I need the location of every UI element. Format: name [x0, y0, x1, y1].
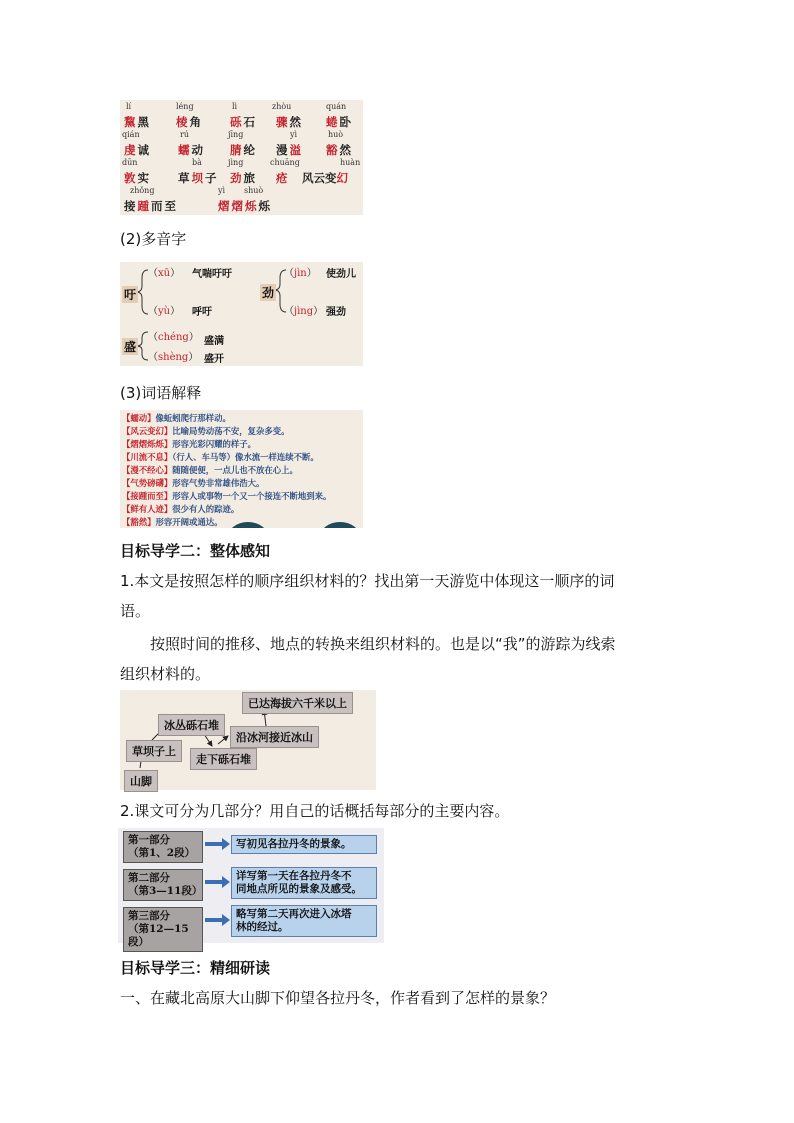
word: 接踵而至 [124, 199, 178, 213]
word: 风云变幻 [302, 171, 348, 185]
part-summary: 略写第二天再次进入冰塔 林的经过。 [231, 905, 377, 937]
polyphone-word: 强劲 [326, 307, 346, 318]
heading-vocabulary: (3)词语解释 [120, 384, 202, 402]
pinyin: shuò [244, 186, 264, 195]
question-text: 1.本文是按照怎样的顺序组织材料的？找出第一天游览中体现这一顺序的词 [120, 572, 615, 590]
pinyin: jìng [228, 158, 244, 167]
pinyin: chuāng [270, 158, 300, 167]
route-step: 冰丛砾石堆 [158, 714, 225, 736]
polyphone-char: 吁 [124, 288, 137, 302]
word: 虔诚 [124, 143, 151, 157]
section-title: 目标导学二：整体感知 [120, 542, 271, 560]
word: 骤然 [276, 115, 303, 129]
vocabulary-image [120, 410, 363, 528]
part-summary: 写初见各拉丹冬的景象。 [231, 835, 377, 854]
polyphone-image [120, 262, 363, 366]
pinyin: lí [126, 102, 132, 111]
pinyin: jīng [228, 130, 244, 139]
pinyin-vocabulary-image [120, 100, 363, 215]
polyphone-pinyin: （chéng） [148, 332, 199, 343]
word: 豁然 [326, 143, 353, 157]
route-step: 走下砾石堆 [190, 748, 257, 770]
pinyin: rú [180, 130, 189, 139]
polyphone-char: 劲 [262, 286, 275, 300]
vocab-line: 【接踵而至】形容人或事物一个又一个接连不断地到来。 [122, 491, 332, 501]
word: 蜷卧 [326, 115, 353, 129]
pinyin: yì [218, 186, 226, 195]
polyphone-char: 盛 [124, 340, 137, 354]
part-summary: 详写第一天在各拉丹冬不 同地点所见的景象及感受。 [231, 867, 377, 899]
part-label: 第三部分 （第12—15段） [123, 907, 203, 952]
pinyin: yì [290, 130, 298, 139]
vocab-line: 【风云变幻】比喻局势动荡不安，复杂多变。 [122, 426, 290, 436]
route-step: 已达海拔六千米以上 [242, 692, 353, 714]
polyphone-pinyin: （yù） [148, 306, 181, 317]
route-step: 山脚 [124, 770, 158, 792]
pinyin: qián [122, 130, 140, 139]
polyphone-pinyin: （jìng） [284, 306, 324, 317]
polyphone-word: 使劲儿 [326, 269, 356, 280]
polyphone-word: 盛满 [204, 336, 224, 347]
heading-polyphone: (2)多音字 [120, 230, 187, 248]
polyphone-word: 盛开 [204, 354, 224, 365]
word: 黧黑 [124, 115, 151, 129]
question-text: 2.课文可分为几部分？用自己的话概括每部分的主要内容。 [120, 802, 510, 820]
question-text: 语。 [120, 602, 151, 620]
word: 草坝子 [178, 171, 219, 185]
route-step: 草坝子上 [126, 740, 182, 762]
part-label: 第二部分 （第3—11段） [123, 869, 203, 901]
word: 劲旅 [230, 171, 257, 185]
question-text: 一、在藏北高原大山脚下仰望各拉丹冬，作者看到了怎样的景象？ [120, 989, 556, 1007]
word: 敦实 [124, 171, 151, 185]
polyphone-pinyin: （shèng） [148, 352, 199, 363]
vocab-line: 【熠熠烁烁】形容光彩闪耀的样子。 [122, 439, 256, 449]
pinyin: bà [192, 158, 202, 167]
answer-text: 组织材料的。 [120, 665, 211, 683]
vocab-line: 【鲜有人迹】很少有人的踪迹。 [122, 504, 240, 514]
word: 棱角 [176, 115, 203, 129]
vocab-line: 【漫不经心】随随便便，一点儿也不放在心上。 [122, 465, 298, 475]
word: 漫溢 [276, 143, 303, 157]
pinyin: zhòu [272, 102, 292, 111]
word: 蠕动 [178, 143, 205, 157]
answer-text: 按照时间的推移、地点的转换来组织材料的。也是以“我”的游踪为线索 [150, 635, 616, 653]
polyphone-word: 呼吁 [192, 307, 212, 318]
section-title: 目标导学三：精细研读 [120, 959, 271, 977]
pinyin: léng [176, 102, 194, 111]
vocab-line: 【气势磅礴】形容气势非常雄伟浩大。 [122, 478, 265, 488]
vocab-line: 【豁然】形容开阔或通达。 [122, 517, 223, 527]
pinyin: huàn [340, 158, 361, 167]
pinyin: quán [326, 102, 347, 111]
route-diagram [120, 690, 376, 790]
vocab-line: 【川流不息】（行人、车马等）像水流一样连续不断。 [122, 452, 319, 462]
parts-diagram [118, 828, 384, 948]
polyphone-pinyin: （xū） [148, 268, 181, 279]
vocab-line: 【蠕动】像蚯蚓爬行那样动。 [122, 413, 231, 423]
polyphone-word: 气喘吁吁 [192, 269, 232, 280]
pinyin: lì [232, 102, 238, 111]
decorative-circle [228, 522, 268, 528]
word: 砾石 [230, 115, 257, 129]
word: 腈纶 [230, 143, 257, 157]
route-step: 沿冰河接近冰山 [230, 726, 319, 748]
decorative-circle [320, 522, 360, 528]
polyphone-pinyin: （jìn） [284, 268, 317, 279]
pinyin: zhǒng [130, 186, 155, 195]
word: 疮 [276, 171, 290, 185]
word: 熠熠烁烁 [218, 199, 272, 213]
part-label: 第一部分 （第1、2段） [123, 831, 203, 863]
pinyin: huò [328, 130, 344, 139]
pinyin: dūn [122, 158, 138, 167]
